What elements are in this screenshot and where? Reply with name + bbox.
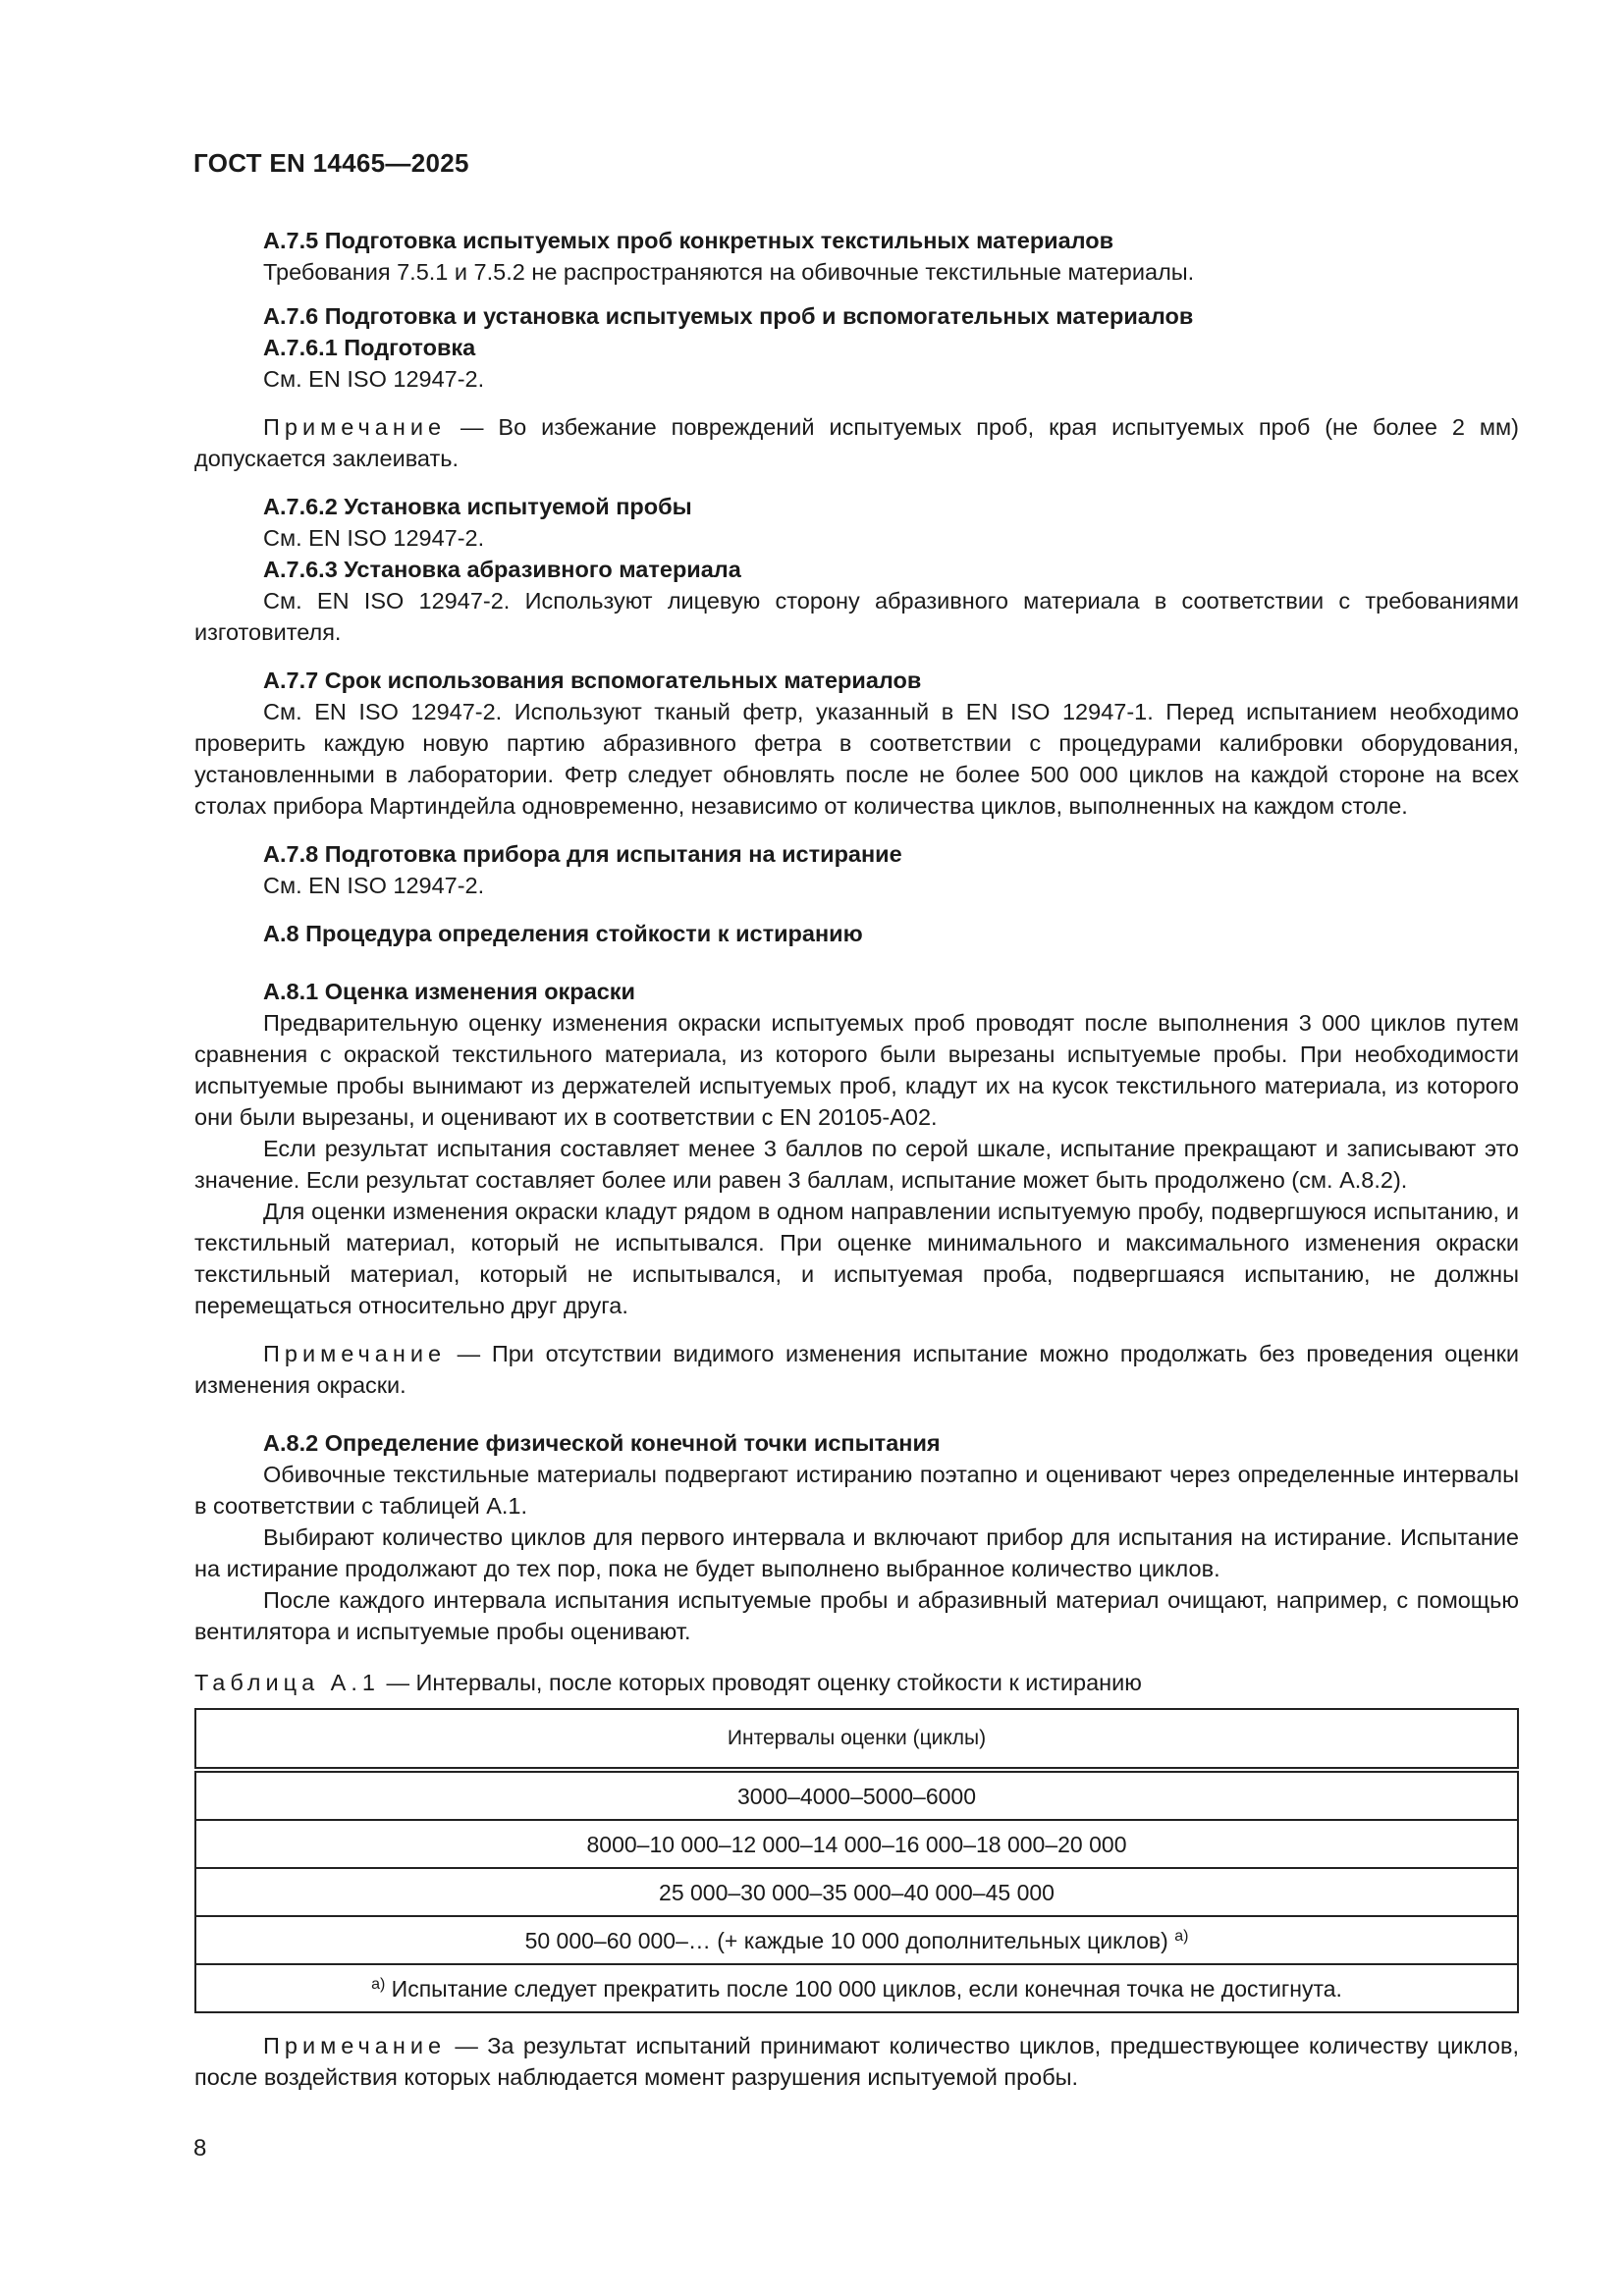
heading-a761: А.7.6.1 Подготовка — [263, 335, 476, 360]
table-row — [195, 1916, 1518, 1964]
table-row — [195, 1820, 1518, 1868]
paragraph-a77: См. EN ISO 12947-2. Используют тканый фетр, указанный в EN ISO 12947-1. Перед испытанием необходимо проверить каждую новую партию абразивного фетра в соответствии с процедурами калибровки оборудования, установленными в лаборатории. Фетр следует обновлять после не более 500 000 циклов на каждой стороне на всех столах прибора Мартиндейла одновременно, независимо от количества циклов, выполненных на каждом столе. — [194, 699, 1519, 819]
table-caption-label: Таблица А.1 — [194, 1670, 380, 1695]
document-header: ГОСТ EN 14465—2025 — [193, 148, 469, 178]
heading-a76: А.7.6 Подготовка и установка испытуемых проб и вспомогательных материалов — [263, 303, 1194, 329]
heading-a77: А.7.7 Срок использования вспомогательных материалов — [263, 667, 922, 693]
paragraph-a81-2: Если результат испытания составляет менее 3 баллов по серой шкале, испытание прекращают и записывают это значение. Если результат составляет более или равен 3 баллам, испытание может быть продолжено (см. А.8.2). — [194, 1136, 1519, 1193]
note-text: — Во избежание повреждений испытуемых проб, края испытуемых проб (не более 2 мм) допускается заклеивать. — [194, 414, 1519, 471]
heading-a82: А.8.2 Определение физической конечной точки испытания — [263, 1430, 941, 1456]
paragraph-a75: Требования 7.5.1 и 7.5.2 не распространяются на обивочные текстильные материалы. — [263, 259, 1195, 285]
table-header-cell: Интервалы оценки (циклы) — [195, 1709, 1518, 1770]
table-footnote — [195, 1964, 1518, 2012]
note-a761 — [194, 411, 1519, 474]
footnote-text: Испытание следует прекратить после 100 000 циклов, если конечная точка не достигнута. — [385, 1975, 1342, 2002]
table-cell: 3000–4000–5000–6000 — [195, 1770, 1518, 1820]
table-cell-text: 50 000–60 000–… (+ каждые 10 000 дополнительных циклов) — [524, 1927, 1175, 1953]
heading-a75: А.7.5 Подготовка испытуемых проб конкретных текстильных материалов — [263, 228, 1114, 253]
note-a81 — [194, 1338, 1519, 1401]
table-cell: 8000–10 000–12 000–14 000–16 000–18 000–20 000 — [195, 1820, 1518, 1868]
table-cell — [195, 1916, 1518, 1964]
table-footnote-row — [195, 1964, 1518, 2012]
note-text: — За результат испытаний принимают количество циклов, предшествующее количеству циклов, после воздействия которых наблюдается момент разрушения испытуемой пробы. — [194, 2033, 1519, 2090]
table-caption — [194, 1667, 1519, 1698]
table-cell: 25 000–30 000–35 000–40 000–45 000 — [195, 1868, 1518, 1916]
footnote-mark: а) — [371, 1975, 386, 1993]
heading-a763: А.7.6.3 Установка абразивного материала — [263, 557, 741, 582]
table-row — [195, 1868, 1518, 1916]
note-label: Примечание — [263, 1341, 447, 1366]
heading-a762: А.7.6.2 Установка испытуемой пробы — [263, 494, 692, 519]
note-final — [194, 2030, 1519, 2093]
table-caption-text: — Интервалы, после которых проводят оценку стойкости к истиранию — [379, 1670, 1142, 1695]
paragraph-a761: См. EN ISO 12947-2. — [263, 366, 485, 392]
paragraph-a82-2: Выбирают количество циклов для первого интервала и включают прибор для испытания на истирание. Испытание на истирание продолжают до тех пор, пока не будет выполнено выбранное количество циклов. — [194, 1524, 1519, 1581]
note-label: Примечание — [263, 2033, 447, 2058]
page-number: 8 — [193, 2135, 207, 2162]
footnote-ref: а) — [1174, 1927, 1189, 1945]
note-text: — При отсутствии видимого изменения испытание можно продолжать без проведения оценки изменения окраски. — [194, 1341, 1519, 1398]
document-body — [194, 225, 1519, 2093]
paragraph-a78: См. EN ISO 12947-2. — [263, 873, 485, 898]
note-label: Примечание — [263, 414, 447, 440]
paragraph-a82-3: После каждого интервала испытания испытуемые пробы и абразивный материал очищают, например, с помощью вентилятора и испытуемые пробы оценивают. — [194, 1587, 1519, 1644]
paragraph-a762: См. EN ISO 12947-2. — [263, 525, 485, 551]
intervals-table — [194, 1708, 1519, 2013]
paragraph-a82-1: Обивочные текстильные материалы подвергают истиранию поэтапно и оценивают через определенные интервалы в соответствии с таблицей А.1. — [194, 1462, 1519, 1519]
paragraph-a763: См. EN ISO 12947-2. Используют лицевую сторону абразивного материала в соответствии с требованиями изготовителя. — [194, 588, 1519, 645]
heading-a81: А.8.1 Оценка изменения окраски — [263, 979, 636, 1004]
heading-a8: А.8 Процедура определения стойкости к истиранию — [263, 921, 863, 946]
heading-a78: А.7.8 Подготовка прибора для испытания на истирание — [263, 841, 902, 867]
paragraph-a81-3: Для оценки изменения окраски кладут рядом в одном направлении испытуемую пробу, подвергшуюся испытанию, и текстильный материал, который не испытывался. При оценке минимального и максимального изменения окраски текстильный материал, который не испытывался, и испытуемая проба, подвергшаяся испытанию, не должны перемещаться относительно друг друга. — [194, 1199, 1519, 1318]
table-header-row — [195, 1709, 1518, 1770]
paragraph-a81-1: Предварительную оценку изменения окраски испытуемых проб проводят после выполнения 3 000 циклов путем сравнения с окраской текстильного материала, из которого были вырезаны испытуемые пробы. При необходимости испытуемые пробы вынимают из держателей испытуемых проб, кладут их на кусок текстильного материала, из которого они были вырезаны, и оценивают их в соответствии с EN 20105-A02. — [194, 1010, 1519, 1130]
table-row — [195, 1770, 1518, 1820]
